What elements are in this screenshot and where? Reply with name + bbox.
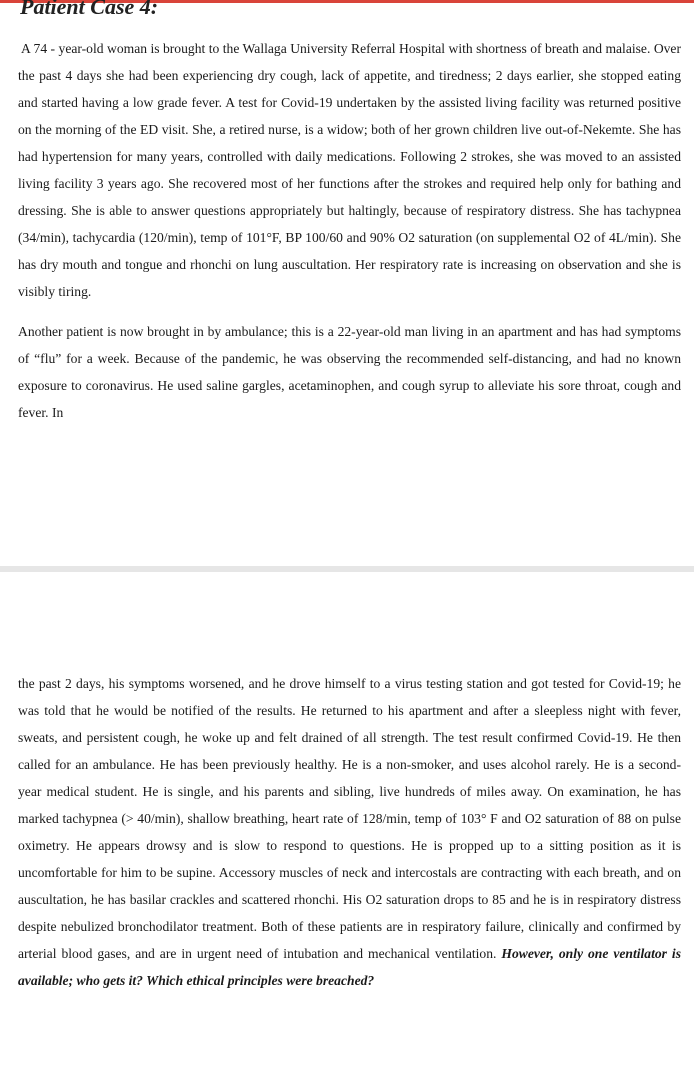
case-paragraph-elderly-patient: A 74 - year-old woman is brought to the Wallaga University Referral Hospital with shortness of breath and malaise. Over the past 4 days she had been experiencing dry cough, lack of appetite, and tiredness; 2 days earlier, she stopped eating and started having a low grade fever. A test for Covid-19 undertaken by the assisted living facility was returned positive on the morning of the ED visit. She, a retired nurse, is a widow; both of her grown children live out-of-Nekemte. She has had hypertension for many years, controlled with daily medications. Following 2 strokes, she was moved to an assisted living facility 3 years ago. She recovered most of her functions after the strokes and required help only for bathing and dressing. She is able to answer questions appropriately but haltingly, because of respiratory distress. She has tachypnea (34/min), tachycardia (120/min), temp of 101°F, BP 100/60 and 90% O2 saturation (on supplemental O2 of 4L/min). She has dry mouth and tongue and rhonchi on lung auscultation. Her respiratory rate is increasing on observation and she is visibly tiring. (18, 41, 681, 299)
case-paragraph-continued (18, 670, 681, 994)
page-separator (0, 566, 694, 572)
page-title: Patient Case 4: (20, 0, 159, 19)
case-paragraph-continued-text: the past 2 days, his symptoms worsened, and he drove himself to a virus testing station and got tested for Covid-19; he was told that he would be notified of the results. He returned to his apartment and after a sleepless night with fever, sweats, and persistent cough, he woke up and felt drained of all strength. The test result confirmed Covid-19. He then called for an ambulance. He has been previously healthy. He is a non-smoker, and uses alcohol rarely. He is a second-year medical student. He is single, and his parents and sibling, live hundreds of miles away. On examination, he has marked tachypnea (> 40/min), shallow breathing, heart rate of 128/min, temp of 103° F and O2 saturation of 88 on pulse oximetry. He appears drowsy and is slow to respond to questions. He is propped up to a sitting position as it is uncomfortable for him to be supine. Accessory muscles of neck and intercostals are contracting with each breath, and on auscultation, he has basilar crackles and scattered rhonchi. His O2 saturation drops to 85 and he is in respiratory distress despite nebulized bronchodilator treatment. Both of these patients are in respiratory failure, clinically and confirmed by arterial blood gases, and are in urgent need of intubation and mechanical ventilation. (18, 676, 681, 961)
document-page-1 (18, 35, 681, 426)
case-paragraph-young-patient: Another patient is now brought in by ambulance; this is a 22-year-old man living in an apartment and has had symptoms of “flu” for a week. Because of the pandemic, he was observing the recommended self-distancing, and had no known exposure to coronavirus. He used saline gargles, acetaminophen, and cough syrup to alleviate his sore throat, cough and fever. In (18, 324, 681, 420)
document-page-2 (18, 670, 681, 994)
ethics-question: However, only one ventilator is available; who gets it? Which ethical principles were breached? (18, 946, 681, 988)
